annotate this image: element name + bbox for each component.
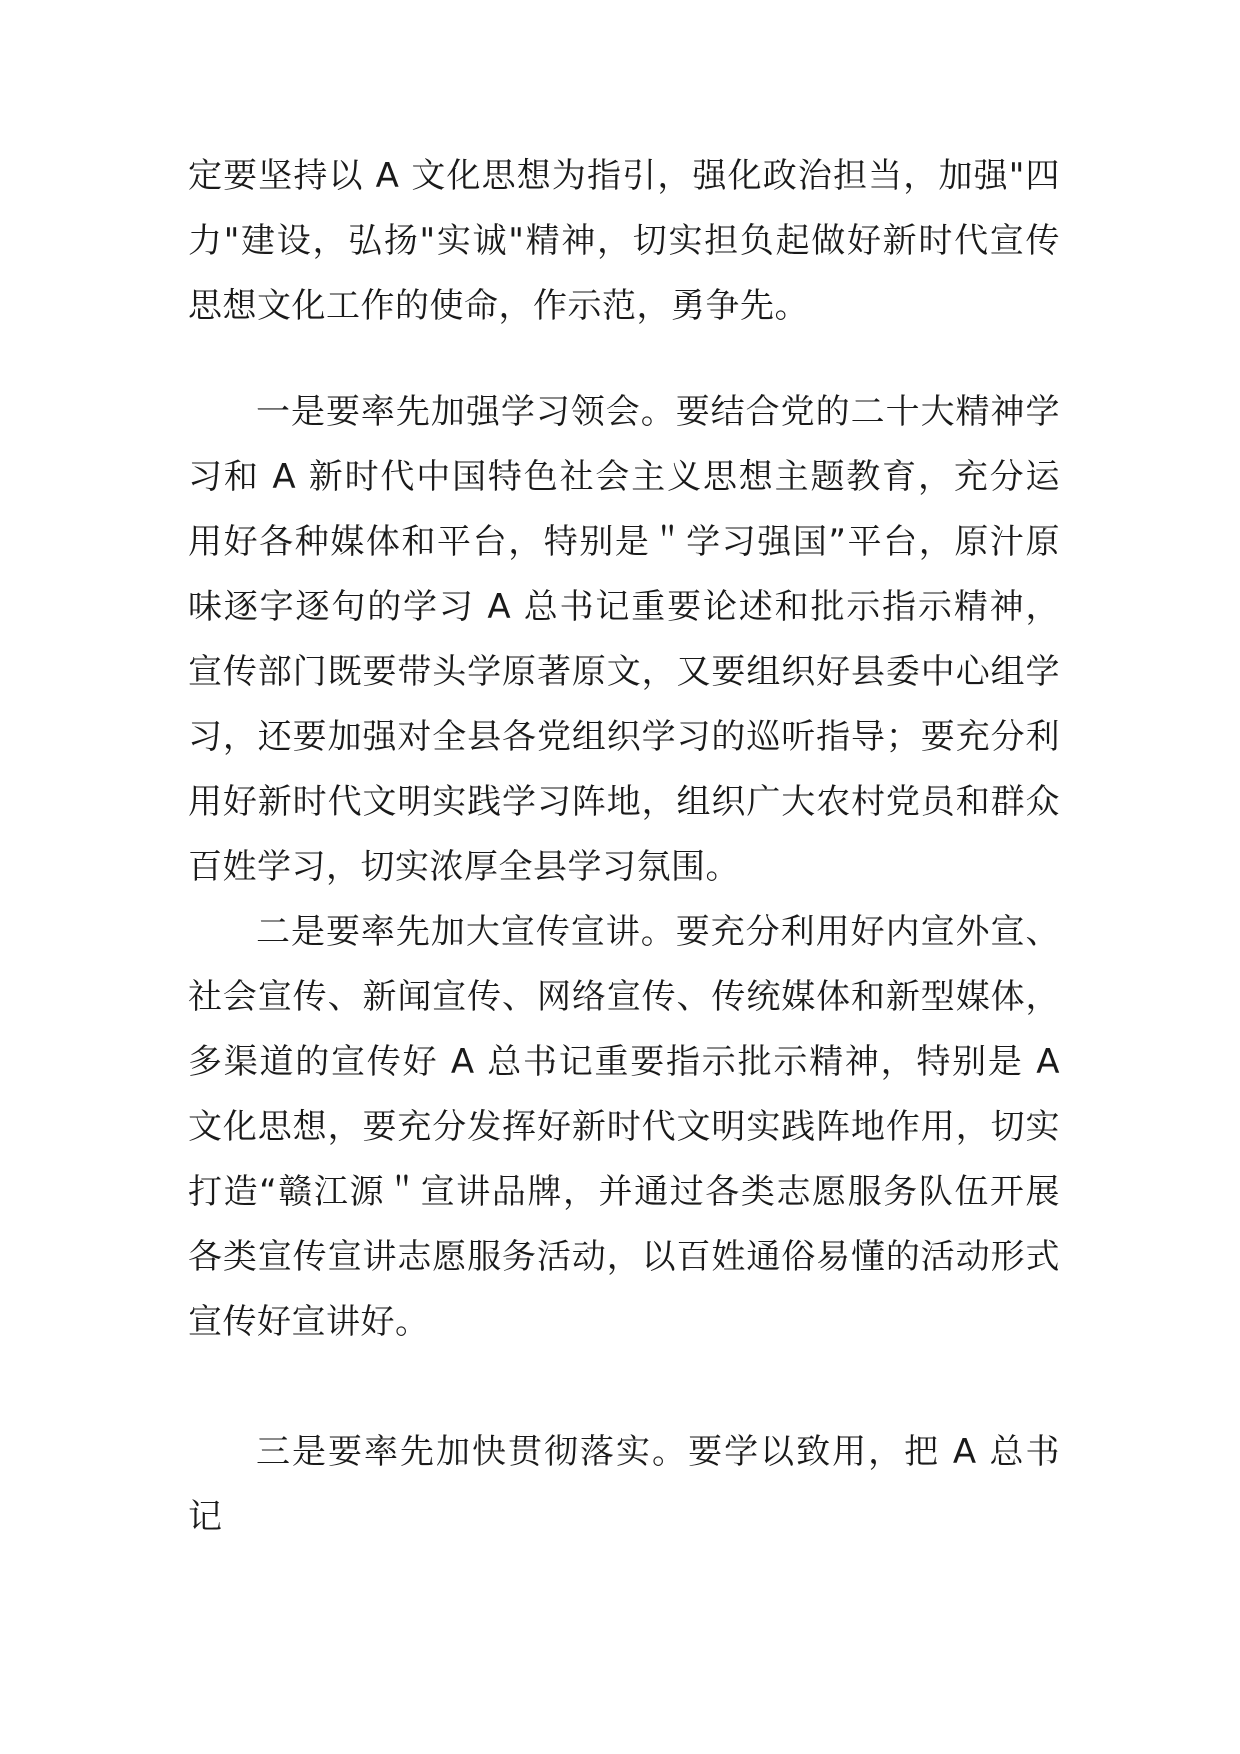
- paragraph-continuation: 定要坚持以 A 文化思想为指引，强化政治担当，加强"四力"建设，弘扬"实诚"精神，切实担负起做好新时代宣传思想文化工作的使命，作示范，勇争先。: [188, 156, 1060, 326]
- paragraph-implementation: 三是要率先加快贯彻落实。要学以致用，把 A 总书记: [188, 1432, 1060, 1537]
- paragraph-study: 一是要率先加强学习领会。要结合党的二十大精神学习和 A 新时代中国特色社会主义思想主题教育，充分运用好各种媒体和平台，特别是＂学习强国”平台，原汁原味逐字逐句的学习 A 总书记重要论述和批示指示精神，宣传部门既要带头学原著原文，又要组织好县委中心组学习，还要加强对全县各党组织学习的巡听指导；要充分利用好新时代文明实践学习阵地，组织广大农村党员和群众百姓学习，切实浓厚全县学习氛围。: [188, 392, 1060, 887]
- paragraph-publicity: 二是要率先加大宣传宣讲。要充分利用好内宣外宣、社会宣传、新闻宣传、网络宣传、传统媒体和新型媒体，多渠道的宣传好 A 总书记重要指示批示精神，特别是 A 文化思想，要充分发挥好新时代文明实践阵地作用，切实打造“赣江源＂宣讲品牌，并通过各类志愿服务队伍开展各类宣传宣讲志愿服务活动，以百姓通俗易懂的活动形式宣传好宣讲好。: [188, 912, 1060, 1342]
